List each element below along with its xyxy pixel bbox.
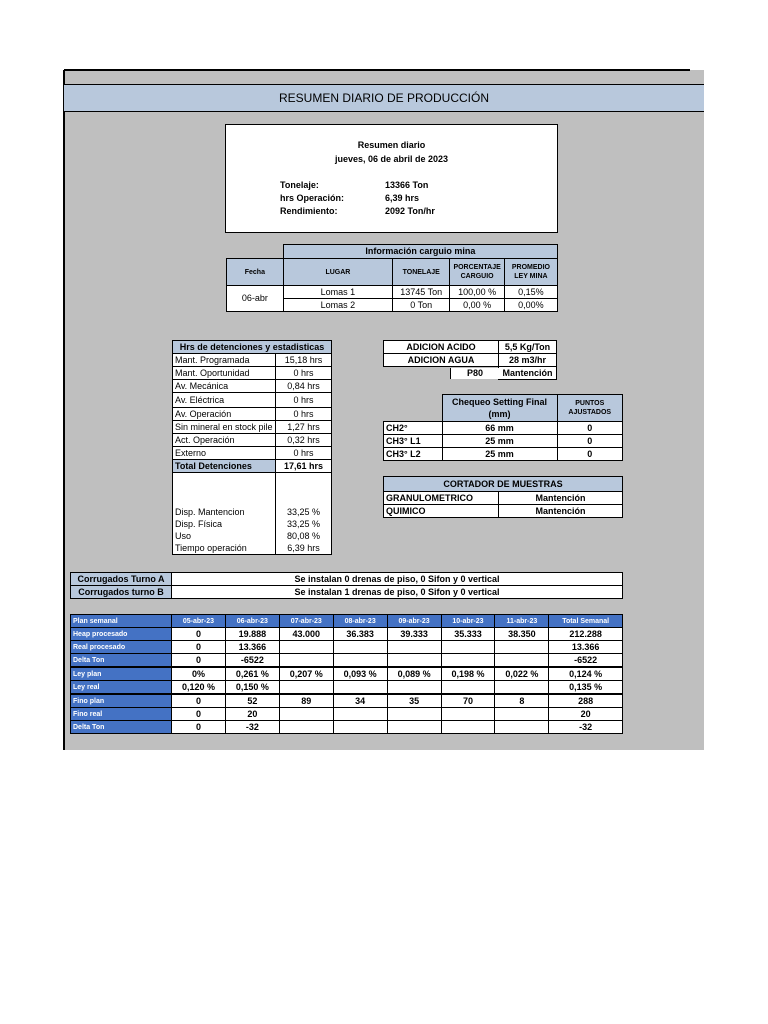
carguio-col-fecha: Fecha <box>227 259 284 286</box>
carguio-empty-corner <box>227 245 284 259</box>
total-detenciones-label: Total Detenciones <box>173 460 276 473</box>
carguio-col-lugar: LUGAR <box>283 259 392 286</box>
semanal-cell: 0,022 % <box>495 667 549 681</box>
summary-label-rendimiento: Rendimiento: <box>280 206 338 216</box>
carguio-col-tonelaje: TONELAJE <box>393 259 450 286</box>
corrugados-value: Se instalan 1 drenas de piso, 0 Sifon y 0 vertical <box>172 586 623 599</box>
semanal-col-header: 10-abr-23 <box>441 615 495 628</box>
semanal-cell <box>279 641 333 654</box>
cortador-label: GRANULOMETRICO <box>384 492 499 505</box>
semanal-cell: -32 <box>225 721 279 734</box>
semanal-cell: 0 <box>172 641 226 654</box>
disp-label: Disp. Mantencion <box>173 506 276 518</box>
semanal-row-label: Delta Ton <box>71 721 172 734</box>
semanal-cell: 34 <box>333 694 387 708</box>
puntos-header: PUNTOS AJUSTADOS <box>557 395 623 422</box>
semanal-col-header: 05-abr-23 <box>172 615 226 628</box>
semanal-table <box>70 614 623 734</box>
detencion-value: 0 hrs <box>276 447 332 460</box>
summary-box <box>225 124 558 233</box>
chequeo-puntos: 0 <box>557 448 623 461</box>
disp-value: 80,08 % <box>276 530 332 542</box>
semanal-cell <box>333 654 387 668</box>
chequeo-table <box>383 394 623 461</box>
semanal-cell <box>441 708 495 721</box>
detencion-label: Mant. Oportunidad <box>173 367 276 380</box>
semanal-cell: 35 <box>387 694 441 708</box>
semanal-col-header: 09-abr-23 <box>387 615 441 628</box>
semanal-row-label: Delta Ton <box>71 654 172 668</box>
semanal-cell: 0,135 % <box>549 681 623 695</box>
semanal-cell <box>387 641 441 654</box>
semanal-row-label: Ley real <box>71 681 172 695</box>
semanal-row <box>71 628 623 641</box>
semanal-cell: 0,150 % <box>225 681 279 695</box>
semanal-cell <box>495 721 549 734</box>
summary-value-tonelaje: 13366 Ton <box>385 180 429 190</box>
semanal-col-header: 07-abr-23 <box>279 615 333 628</box>
detenciones-table <box>172 340 332 555</box>
semanal-row <box>71 641 623 654</box>
cortador-table <box>383 476 623 518</box>
semanal-cell: 212.288 <box>549 628 623 641</box>
summary-label-tonelaje: Tonelaje: <box>280 180 319 190</box>
detencion-label: Av. Mecánica <box>173 380 276 393</box>
chequeo-label: CH3° L1 <box>384 435 443 448</box>
carguio-ley: 0,15% <box>504 286 557 299</box>
semanal-cell <box>279 654 333 668</box>
adicion-acido-value: 5,5 Kg/Ton <box>499 341 557 354</box>
semanal-col-header: 08-abr-23 <box>333 615 387 628</box>
cortador-label: QUIMICO <box>384 505 499 518</box>
corrugados-label: Corrugados Turno A <box>71 573 172 586</box>
semanal-cell: 13.366 <box>225 641 279 654</box>
cortador-value: Mantención <box>499 492 623 505</box>
sheet-top-border <box>64 69 690 71</box>
semanal-cell: 0,120 % <box>172 681 226 695</box>
semanal-cell: -32 <box>549 721 623 734</box>
corrugados-table <box>70 572 623 599</box>
semanal-cell <box>279 681 333 695</box>
cortador-header: CORTADOR DE MUESTRAS <box>384 477 623 492</box>
semanal-col-header: 11-abr-23 <box>495 615 549 628</box>
semanal-cell: 39.333 <box>387 628 441 641</box>
chequeo-label: CH3° L2 <box>384 448 443 461</box>
detencion-value: 0 hrs <box>276 408 332 421</box>
semanal-cell: 0,093 % <box>333 667 387 681</box>
carguio-fecha: 06-abr <box>227 286 284 312</box>
semanal-cell <box>441 654 495 668</box>
carguio-table <box>226 244 558 312</box>
detencion-value: 0 hrs <box>276 367 332 380</box>
semanal-cell: -6522 <box>225 654 279 668</box>
disp-value: 33,25 % <box>276 506 332 518</box>
semanal-cell: 0 <box>172 721 226 734</box>
semanal-cell: 0,124 % <box>549 667 623 681</box>
semanal-row-label: Real procesado <box>71 641 172 654</box>
semanal-cell: 0 <box>172 654 226 668</box>
disp-label: Tiempo operación <box>173 542 276 555</box>
semanal-cell <box>441 721 495 734</box>
chequeo-value: 66 mm <box>442 422 557 435</box>
semanal-cell <box>387 681 441 695</box>
detencion-label: Av. Eléctrica <box>173 393 276 408</box>
chequeo-header: Chequeo Setting Final (mm) <box>442 395 557 422</box>
sheet-left-border <box>63 70 65 750</box>
semanal-cell <box>333 708 387 721</box>
semanal-cell: 36.383 <box>333 628 387 641</box>
semanal-row <box>71 654 623 668</box>
carguio-lugar: Lomas 2 <box>283 299 392 312</box>
adicion-table <box>383 340 557 380</box>
semanal-cell: 20 <box>549 708 623 721</box>
semanal-cell <box>495 654 549 668</box>
semanal-cell: 35.333 <box>441 628 495 641</box>
semanal-row-label: Fino plan <box>71 694 172 708</box>
semanal-cell <box>495 681 549 695</box>
semanal-cell: 0 <box>172 628 226 641</box>
disp-value: 33,25 % <box>276 518 332 530</box>
semanal-cell <box>279 708 333 721</box>
detencion-value: 0 hrs <box>276 393 332 408</box>
chequeo-empty-corner <box>384 395 443 422</box>
semanal-cell: 89 <box>279 694 333 708</box>
chequeo-value: 25 mm <box>442 448 557 461</box>
detencion-label: Mant. Programada <box>173 354 276 367</box>
corrugados-label: Corrugados turno B <box>71 586 172 599</box>
semanal-cell: 43.000 <box>279 628 333 641</box>
semanal-cell <box>333 641 387 654</box>
semanal-cell: 0,198 % <box>441 667 495 681</box>
p80-label-cell <box>384 367 499 380</box>
detencion-value: 0,84 hrs <box>276 380 332 393</box>
semanal-cell: 20 <box>225 708 279 721</box>
semanal-col-header: 06-abr-23 <box>225 615 279 628</box>
corrugados-value: Se instalan 0 drenas de piso, 0 Sifon y 0 vertical <box>172 573 623 586</box>
semanal-cell: 288 <box>549 694 623 708</box>
semanal-cell: 70 <box>441 694 495 708</box>
adicion-agua-label: ADICION AGUA <box>384 354 499 367</box>
semanal-cell <box>333 681 387 695</box>
semanal-cell: 0 <box>172 708 226 721</box>
summary-value-hrs: 6,39 hrs <box>385 193 420 203</box>
semanal-cell <box>279 721 333 734</box>
detencion-value: 0,32 hrs <box>276 434 332 447</box>
semanal-cell: 0% <box>172 667 226 681</box>
semanal-cell: 0,261 % <box>225 667 279 681</box>
semanal-cell: 13.366 <box>549 641 623 654</box>
chequeo-value: 25 mm <box>442 435 557 448</box>
semanal-cell: 19.888 <box>225 628 279 641</box>
semanal-cell <box>387 721 441 734</box>
detencion-value: 1,27 hrs <box>276 421 332 434</box>
semanal-row-label: Ley plan <box>71 667 172 681</box>
semanal-cell: 52 <box>225 694 279 708</box>
carguio-lugar: Lomas 1 <box>283 286 392 299</box>
summary-date: jueves, 06 de abril de 2023 <box>334 154 449 164</box>
semanal-cell <box>387 654 441 668</box>
semanal-cell: 0 <box>172 694 226 708</box>
carguio-col-porcentaje: PORCENTAJE CARGUIO <box>450 259 504 286</box>
carguio-ley: 0,00% <box>504 299 557 312</box>
chequeo-puntos: 0 <box>557 435 623 448</box>
semanal-cell <box>333 721 387 734</box>
page-title: RESUMEN DIARIO DE PRODUCCIÓN <box>64 84 704 112</box>
chequeo-puntos: 0 <box>557 422 623 435</box>
disp-label: Disp. Física <box>173 518 276 530</box>
semanal-row <box>71 721 623 734</box>
semanal-cell: 38.350 <box>495 628 549 641</box>
semanal-row <box>71 708 623 721</box>
cortador-value: Mantención <box>499 505 623 518</box>
semanal-cell: 8 <box>495 694 549 708</box>
semanal-cell: 0,207 % <box>279 667 333 681</box>
semanal-cell <box>441 681 495 695</box>
summary-label-hrs: hrs Operación: <box>280 193 345 203</box>
summary-heading: Resumen diario <box>357 140 426 150</box>
carguio-porcentaje: 100,00 % <box>450 286 504 299</box>
carguio-porcentaje: 0,00 % <box>450 299 504 312</box>
semanal-col-header: Total Semanal <box>549 615 623 628</box>
chequeo-label: CH2° <box>384 422 443 435</box>
semanal-col-header: Plan semanal <box>71 615 172 628</box>
semanal-cell: -6522 <box>549 654 623 668</box>
semanal-cell <box>495 641 549 654</box>
carguio-header: Información carguio mina <box>283 245 557 259</box>
semanal-row <box>71 694 623 708</box>
adicion-acido-label: ADICION ACIDO <box>384 341 499 354</box>
detenciones-spacer <box>276 473 332 507</box>
p80-value: Mantención <box>499 367 557 380</box>
semanal-row-label: Heap procesado <box>71 628 172 641</box>
semanal-row <box>71 667 623 681</box>
summary-value-rendimiento: 2092 Ton/hr <box>385 206 435 216</box>
semanal-cell <box>387 708 441 721</box>
detencion-label: Sin mineral en stock pile <box>173 421 276 434</box>
total-detenciones-value: 17,61 hrs <box>276 460 332 473</box>
carguio-tonelaje: 0 Ton <box>393 299 450 312</box>
detencion-label: Act. Operación <box>173 434 276 447</box>
detenciones-header: Hrs de detenciones y estadisticas <box>173 341 332 354</box>
semanal-row <box>71 681 623 695</box>
semanal-cell <box>441 641 495 654</box>
detencion-label: Av. Operación <box>173 408 276 421</box>
detencion-label: Externo <box>173 447 276 460</box>
semanal-row-label: Fino real <box>71 708 172 721</box>
carguio-col-ley: PROMEDIO LEY MINA <box>504 259 557 286</box>
semanal-cell <box>495 708 549 721</box>
detenciones-spacer <box>173 473 276 507</box>
semanal-cell: 0,089 % <box>387 667 441 681</box>
carguio-tonelaje: 13745 Ton <box>393 286 450 299</box>
detencion-value: 15,18 hrs <box>276 354 332 367</box>
p80-label: P80 <box>450 368 499 379</box>
disp-label: Uso <box>173 530 276 542</box>
disp-value: 6,39 hrs <box>276 542 332 555</box>
adicion-agua-value: 28 m3/hr <box>499 354 557 367</box>
